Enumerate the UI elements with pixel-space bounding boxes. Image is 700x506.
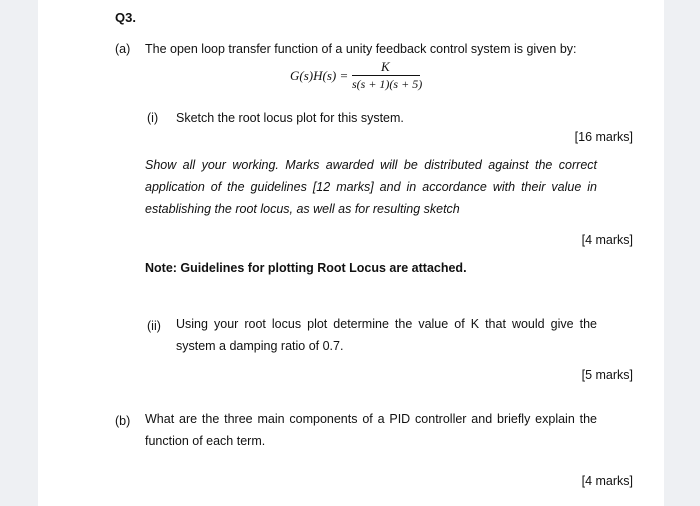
part-a-label: (a) xyxy=(115,42,131,56)
sub-ii-marks: [5 marks] xyxy=(581,368,633,382)
equation-lhs: G(s)H(s) = xyxy=(290,68,349,83)
sub-i-instructions: Show all your working. Marks awarded will be distributed against the correct application of the guidelines [12 marks] and in accordance with their value in establishing the root locus, as well as for resulting sketch xyxy=(145,158,597,216)
sub-ii-text: Using your root locus plot determine the value of K that would give the system a damping ratio of 0.7. xyxy=(176,317,597,353)
sub-i-marks-2: [4 marks] xyxy=(581,233,633,247)
guidelines-note: Note: Guidelines for plotting Root Locus are attached. xyxy=(145,261,467,275)
part-b-marks: [4 marks] xyxy=(581,474,633,488)
part-b-label: (b) xyxy=(115,414,131,428)
part-a-intro: The open loop transfer function of a unity feedback control system is given by: xyxy=(145,42,577,56)
equation-denominator: s(s + 1)(s + 5) xyxy=(352,77,423,91)
question-number: Q3. xyxy=(115,10,136,25)
equation-numerator: K xyxy=(381,59,390,74)
fraction-bar xyxy=(352,75,420,76)
sub-i-marks-1: [16 marks] xyxy=(574,130,633,144)
sub-i-text: Sketch the root locus plot for this system. xyxy=(176,111,404,125)
sub-ii-label: (ii) xyxy=(147,319,161,333)
sub-i-label: (i) xyxy=(147,111,159,125)
part-b-text: What are the three main components of a PID controller and briefly explain the function of each term. xyxy=(145,412,597,448)
